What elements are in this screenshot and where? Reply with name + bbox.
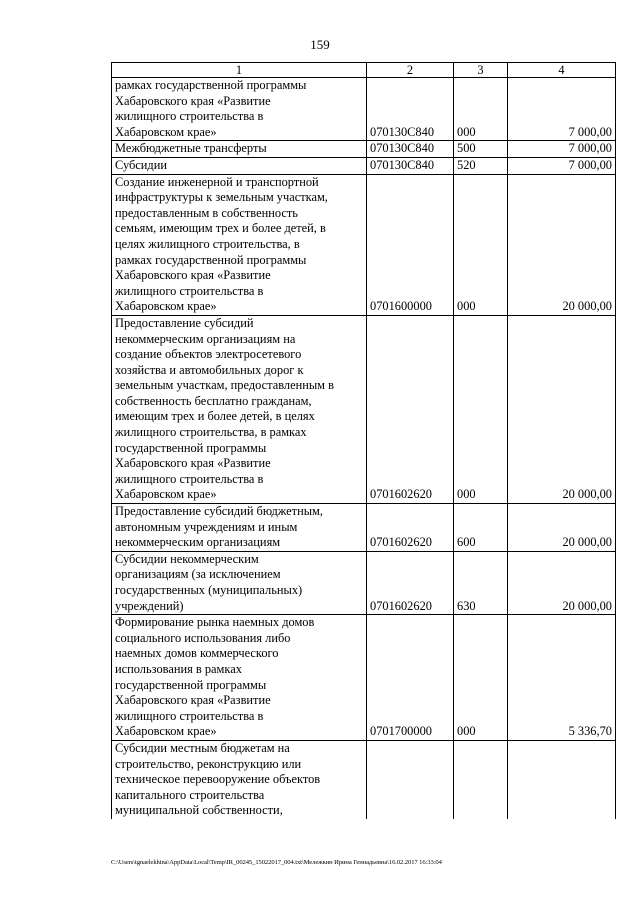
row-code: 0701600000 <box>367 174 454 315</box>
row-code: 070130С840 <box>367 78 454 141</box>
row-code: 0701602620 <box>367 504 454 552</box>
table-row <box>112 174 616 315</box>
table-row <box>112 740 616 818</box>
table-row <box>112 551 616 614</box>
header-col-4: 4 <box>508 63 616 78</box>
row-amount: 5 336,70 <box>508 615 616 741</box>
document-path-footer: C:\Users\tgnaelekhina\AppData\Local\Temp\IR_00245_15022017_004.txt\Мележкин Ирина Геннадьевна\16.02.2017 16:33:04 <box>111 859 442 866</box>
row-name: Субсидии местным бюджетам на строительство, реконструкцию или техническое перевооружение объектов капитального строительства муниципальной собственности, <box>112 740 367 818</box>
header-col-1: 1 <box>112 63 367 78</box>
row-code: 0701602620 <box>367 551 454 614</box>
row-type: 500 <box>454 141 508 158</box>
row-amount: 7 000,00 <box>508 157 616 174</box>
row-name: Субсидии некоммерческим организациям (за исключением государственных (муниципальных) учреждений) <box>112 551 367 614</box>
row-type: 000 <box>454 174 508 315</box>
row-amount: 20 000,00 <box>508 174 616 315</box>
header-col-2: 2 <box>367 63 454 78</box>
row-amount <box>508 740 616 818</box>
table-header-row <box>112 63 616 78</box>
budget-table <box>111 62 616 819</box>
row-type: 000 <box>454 78 508 141</box>
header-col-3: 3 <box>454 63 508 78</box>
row-type: 630 <box>454 551 508 614</box>
table-row <box>112 141 616 158</box>
row-amount: 20 000,00 <box>508 315 616 503</box>
row-name: Межбюджетные трансферты <box>112 141 367 158</box>
row-code: 070130С840 <box>367 141 454 158</box>
row-type <box>454 740 508 818</box>
row-code: 0701602620 <box>367 315 454 503</box>
table-row <box>112 78 616 141</box>
row-type: 000 <box>454 315 508 503</box>
row-amount: 20 000,00 <box>508 551 616 614</box>
row-amount: 7 000,00 <box>508 141 616 158</box>
row-type: 520 <box>454 157 508 174</box>
table-row <box>112 315 616 503</box>
row-type: 000 <box>454 615 508 741</box>
table-row <box>112 157 616 174</box>
table-row <box>112 615 616 741</box>
row-name: Субсидии <box>112 157 367 174</box>
row-type: 600 <box>454 504 508 552</box>
row-code: 0701700000 <box>367 615 454 741</box>
page-number: 159 <box>310 37 330 52</box>
row-name: Создание инженерной и транспортной инфраструктуры к земельным участкам, предоставленным в собственность семьям, имеющим трех и более детей, в целях жилищного строительства, в рамках государственной программы Хабаровского края «Развитие жилищного строительства в Хабаровском крае» <box>112 174 367 315</box>
row-name: Предоставление субсидий бюджетным, автономным учреждениям и иным некоммерческим организациям <box>112 504 367 552</box>
table-row <box>112 504 616 552</box>
row-amount: 20 000,00 <box>508 504 616 552</box>
row-name: Предоставление субсидий некоммерческим организациям на создание объектов электросетевого хозяйства и автомобильных дорог к земельным участкам, предоставленным в собственность бесплатно гражданам, имеющим трех и более детей, в целях жилищного строительства, в рамках государственной программы Хабаровского края «Развитие жилищного строительства в Хабаровском крае» <box>112 315 367 503</box>
row-name: Формирование рынка наемных домов социального использования либо наемных домов коммерческого использования в рамках государственной программы Хабаровского края «Развитие жилищного строительства в Хабаровском крае» <box>112 615 367 741</box>
row-amount: 7 000,00 <box>508 78 616 141</box>
row-code: 070130С840 <box>367 157 454 174</box>
row-name: рамках государственной программы Хабаровского края «Развитие жилищного строительства в Хабаровском крае» <box>112 78 367 141</box>
row-code <box>367 740 454 818</box>
